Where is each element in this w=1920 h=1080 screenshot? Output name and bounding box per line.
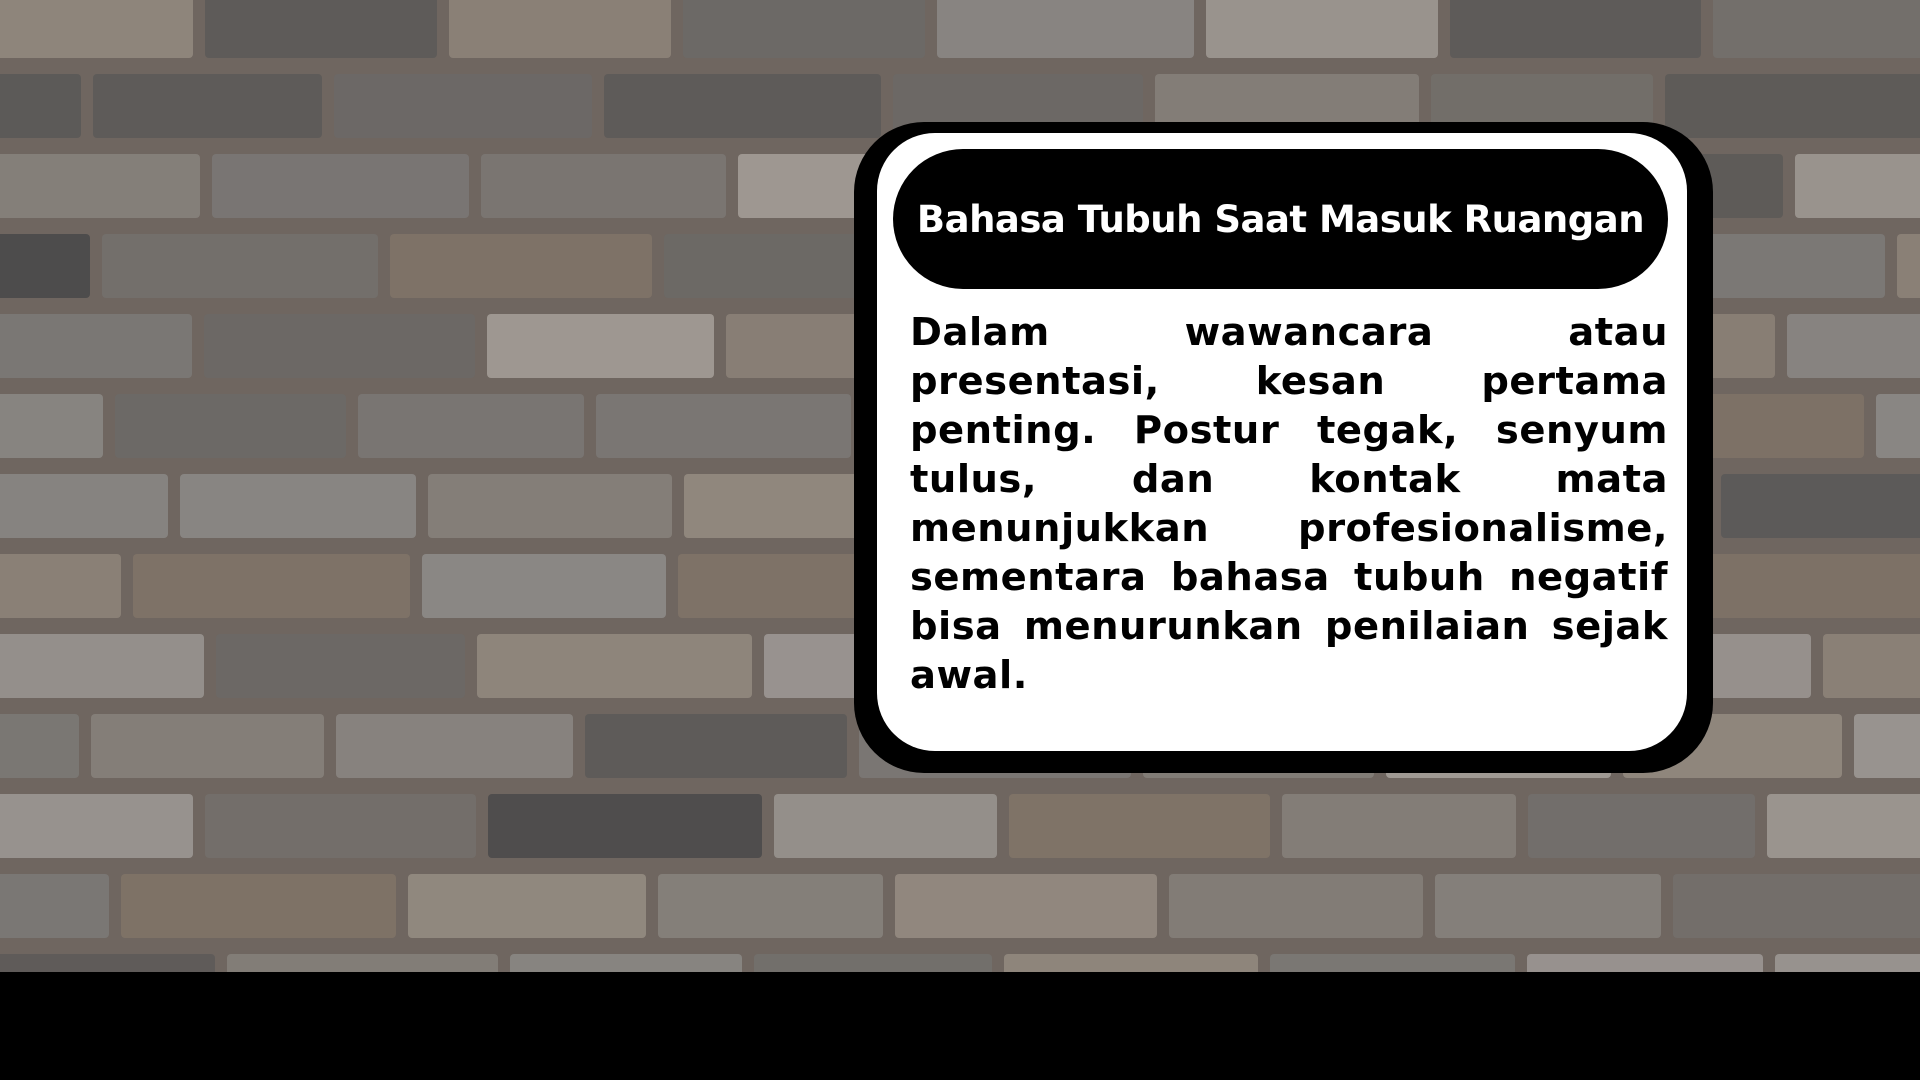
brick <box>0 474 168 538</box>
brick <box>1775 954 1920 972</box>
bottom-black-band <box>0 972 1920 1080</box>
brick <box>658 874 883 938</box>
brick <box>481 154 726 218</box>
brick <box>180 474 416 538</box>
brick <box>0 314 192 378</box>
brick <box>93 74 322 138</box>
brick <box>408 874 646 938</box>
brick <box>0 954 215 972</box>
brick <box>1787 314 1920 378</box>
brick <box>334 74 592 138</box>
brick <box>1009 794 1270 858</box>
brick <box>1527 954 1763 972</box>
brick <box>422 554 666 618</box>
brick <box>1435 874 1661 938</box>
brick <box>205 0 437 58</box>
brick <box>358 394 584 458</box>
brick <box>0 154 200 218</box>
brick <box>1169 874 1423 938</box>
brick <box>937 0 1194 58</box>
brick <box>1004 954 1258 972</box>
brick <box>895 874 1157 938</box>
brick <box>121 874 396 938</box>
brick <box>1206 0 1438 58</box>
brick <box>664 234 883 298</box>
slide-title: Bahasa Tubuh Saat Masuk Ruangan <box>916 197 1645 241</box>
brick <box>212 154 469 218</box>
brick <box>1528 794 1755 858</box>
brick <box>1854 714 1920 778</box>
brick <box>0 874 109 938</box>
brick <box>1282 794 1516 858</box>
brick <box>1673 874 1920 938</box>
brick <box>336 714 573 778</box>
brick <box>1713 0 1920 58</box>
brick <box>1705 554 1920 618</box>
slide-body-text: Dalam wawancara atau presentasi, kesan pertama penting. Postur tegak, senyum tulus, dan kontak mata menunjukkan profesionalisme, sementara bahasa tubuh negatif bisa menurunkan penilaian sejak awal. <box>910 310 1668 698</box>
brick <box>0 394 103 458</box>
brick <box>1721 474 1920 538</box>
brick <box>1270 954 1515 972</box>
brick <box>115 394 346 458</box>
brick <box>0 0 193 58</box>
brick <box>477 634 752 698</box>
brick <box>1823 634 1920 698</box>
brick <box>91 714 324 778</box>
brick <box>0 234 90 298</box>
brick <box>205 794 476 858</box>
brick <box>0 554 121 618</box>
brick <box>1897 234 1920 298</box>
brick <box>449 0 671 58</box>
brick <box>428 474 672 538</box>
brick <box>1795 154 1920 218</box>
brick <box>754 954 992 972</box>
brick <box>774 794 997 858</box>
brick <box>227 954 498 972</box>
brick <box>390 234 652 298</box>
brick <box>0 794 193 858</box>
brick <box>596 394 851 458</box>
brick <box>1450 0 1701 58</box>
brick <box>604 74 881 138</box>
brick <box>1665 74 1920 138</box>
brick <box>1767 794 1920 858</box>
brick <box>510 954 742 972</box>
brick <box>0 74 81 138</box>
brick <box>683 0 925 58</box>
brick <box>133 554 410 618</box>
brick <box>204 314 475 378</box>
brick <box>0 714 79 778</box>
brick <box>1876 394 1920 458</box>
brick <box>585 714 847 778</box>
brick <box>488 794 762 858</box>
title-pill <box>893 149 1668 289</box>
brick <box>487 314 714 378</box>
brick <box>0 634 204 698</box>
brick <box>102 234 378 298</box>
brick <box>216 634 465 698</box>
